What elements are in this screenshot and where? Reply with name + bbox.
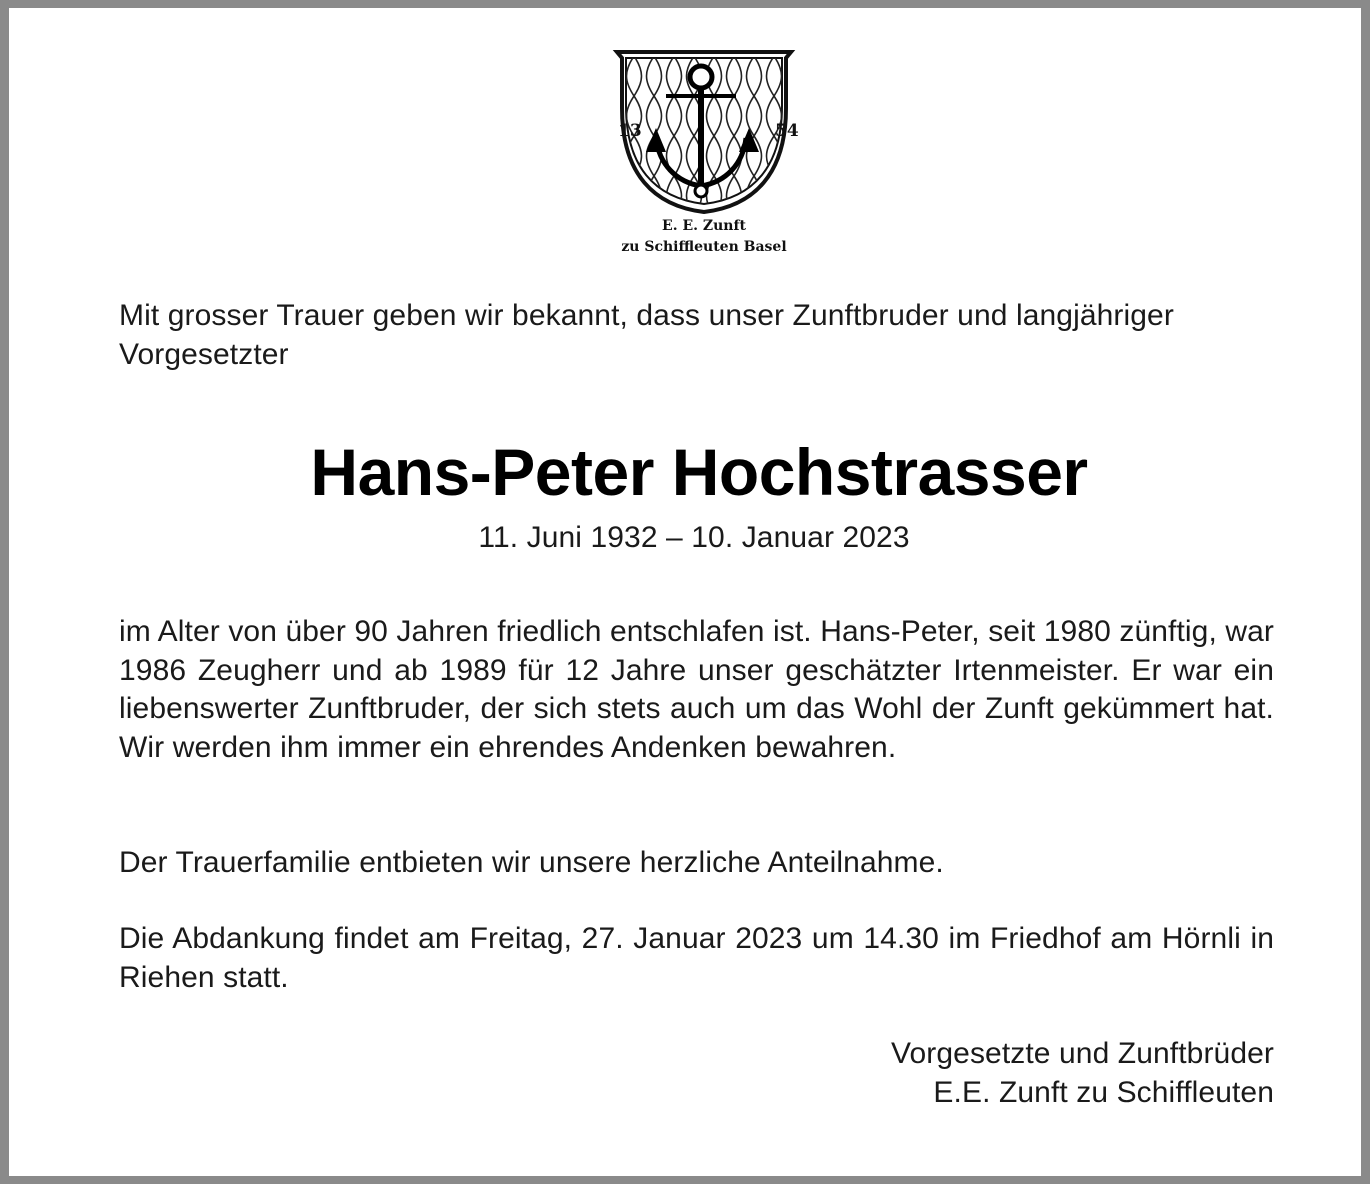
signature (709, 1035, 1274, 1112)
intro-text: Mit grosser Trauer geben wir bekannt, dass unser Zunftbruder und langjähriger Vorgesetzter (119, 299, 1174, 371)
logo-caption-line1: E. E. Zunft (662, 218, 746, 234)
life-dates: 11. Juni 1932 – 10. Januar 2023 (478, 521, 910, 554)
condolence-paragraph: Der Trauerfamilie entbieten wir unsere herzliche Anteilnahme. (119, 846, 944, 879)
logo-year-left: 13 (618, 121, 642, 141)
logo-year-right: 54 (775, 121, 799, 141)
logo-caption-line2: zu Schiffleuten Basel (621, 239, 787, 255)
funeral-info-paragraph: Die Abdankung findet am Freitag, 27. Januar 2023 um 14.30 im Friedhof am Hörnli in Riehen statt. (119, 922, 1274, 994)
deceased-name: Hans-Peter Hochstrasser (310, 435, 1088, 509)
signature-line2: E.E. Zunft zu Schiffleuten (933, 1075, 1274, 1109)
signature-line1: Vorgesetzte und Zunftbrüder (891, 1037, 1274, 1070)
obituary-paragraph: im Alter von über 90 Jahren friedlich entschlafen ist. Hans-Peter, seit 1980 zünftig, war 1986 Zeugherr und ab 1989 für 12 Jahre unser geschätzter Irtenmeister. Er war ein liebenswerter Zunftbruder, der sich stets auch um das Wohl der Zunft gekümmert hat. Wir werden ihm immer ein ehrendes Andenken bewahren. (119, 615, 1274, 764)
